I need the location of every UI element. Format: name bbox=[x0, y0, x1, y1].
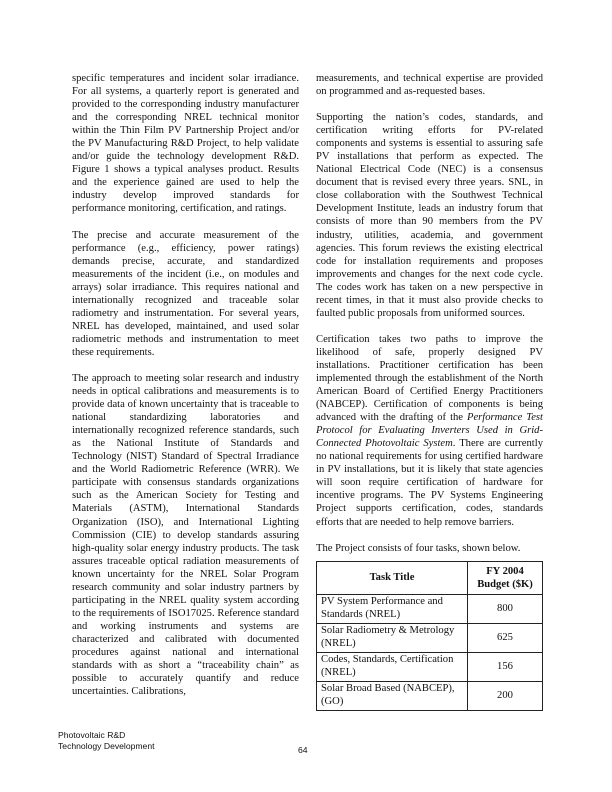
left-paragraph-1: specific temperatures and incident solar irradiance. For all systems, a quarterly report is generated and provided to the corresponding industry manufacturer and the corresponding NREL technical monitor within the Thin Film PV Partnership Project and/or the PV Manufacturing R&D Project, to help validate and/or guide the technology development R&D. Figure 1 shows a typical analyses product. Results and the experience gained are used to help the industry develop improved standards for performance monitoring, certification, and ratings. bbox=[72, 73, 299, 215]
header-budget bbox=[468, 561, 543, 594]
right-paragraph-3 bbox=[316, 333, 543, 529]
right-paragraph-4: The Project consists of four tasks, shown below. bbox=[316, 542, 521, 554]
table-row bbox=[317, 623, 543, 652]
page-number: 64 bbox=[298, 745, 308, 755]
table-row bbox=[317, 594, 543, 623]
table-row bbox=[317, 652, 543, 681]
task-budget-cell: 200 bbox=[468, 681, 543, 710]
task-title-cell: Solar Radiometry & Metrology (NREL) bbox=[317, 623, 468, 652]
header-budget-line1: FY 2004 bbox=[486, 565, 524, 577]
left-column bbox=[72, 72, 299, 711]
header-task-title: Task Title bbox=[317, 561, 468, 594]
right-column bbox=[316, 72, 543, 711]
paragraph-text: Certification takes two paths to improve the likelihood of safe, properly designed PV installations. Practitioner certification has been implemented through the establishment of the North American Board of Certified Energy Practitioners (NABCEP). Certification of components is being advanced with the drafting of the bbox=[316, 333, 543, 424]
task-budget-cell: 625 bbox=[468, 623, 543, 652]
task-title-cell: Codes, Standards, Certification (NREL) bbox=[317, 652, 468, 681]
left-paragraph-3: The approach to meeting solar research and industry needs in optical calibrations and measurements is to provide data of known uncertainty that is traceable to national standardizing laboratories and internationally recognized reference standards, such as the National Institute of Standards and Technology (NIST) Standard of Spectral Irradiance and the World Radiometric Reference (WRR). We participate with consensus standards organizations such as the American Society for Testing and Materials (ASTM), International Standards Organization (ISO), and International Lighting Commission (CIE) to develop standards assuring high-quality solar energy industry products. The task assures traceable optical radiation measurements of known uncertainty for the NREL Solar Program research community and solar industry partners by participating in the NREL quality system according to the requirements of ISO17025. Reference standard and working instruments and systems are characterized and calibrated with documented procedures against national and international standards with as short a “traceability chain” as possible to accurately quantify and reduce uncertainties. Calibrations, bbox=[72, 372, 299, 698]
task-budget-cell: 800 bbox=[468, 594, 543, 623]
table-row bbox=[317, 681, 543, 710]
header-budget-line2: Budget ($K) bbox=[477, 578, 533, 590]
task-budget-cell: 156 bbox=[468, 652, 543, 681]
footer-line-1: Photovoltaic R&D bbox=[58, 730, 126, 740]
task-title-cell: Solar Broad Based (NABCEP), (GO) bbox=[317, 681, 468, 710]
page-footer bbox=[58, 730, 155, 752]
protocol-title: Performance Test Protocol for Evaluating Inverters Used in Grid-Connected Photovoltaic System bbox=[316, 412, 543, 450]
left-paragraph-2: The precise and accurate measurement of the performance (e.g., efficiency, power ratings) demands precise, accurate, and standardized measurements of the incident (i.e., on modules and arrays) solar irradiance. This requires national and internationally recognized and traceable solar radiometry and instrumentation. For several years, NREL has developed, maintained, and used solar radiometric methods and instrumentation to meet these requirements. bbox=[72, 229, 299, 358]
footer-line-2: Technology Development bbox=[58, 741, 155, 751]
right-paragraph-1: measurements, and technical expertise are provided on programmed and as-requested bases. bbox=[316, 73, 543, 98]
table-header-row bbox=[317, 561, 543, 594]
task-budget-table bbox=[316, 561, 543, 711]
task-title-cell: PV System Performance and Standards (NREL) bbox=[317, 594, 468, 623]
right-paragraph-2: Supporting the nation’s codes, standards, and certification writing efforts for PV-related components and systems is essential to assuring safe PV installations that perform as expected. The National Electrical Code (NEC) is a consensus document that is revised every three years. SNL, in close collaboration with the Southwest Technical Development Institute, leads an industry forum that consists of more than 90 members from the PV industry, utilities, academia, and government agencies. This forum reviews the existing electrical code for installation requirements and proposes improvements and changes for the next code cycle. The codes work has taken on a new perspective in recent times, in that it must also provide checks to faulted public proposals from uniformed sources. bbox=[316, 112, 543, 319]
paragraph-text: . There are currently no national requirements for using certified hardware in PV installations, but it is likely that state agencies will soon require certification of hardware for incentive programs. The PV Systems Engineering Project supports certification, codes, standards efforts that are needed to help remove barriers. bbox=[316, 438, 543, 528]
